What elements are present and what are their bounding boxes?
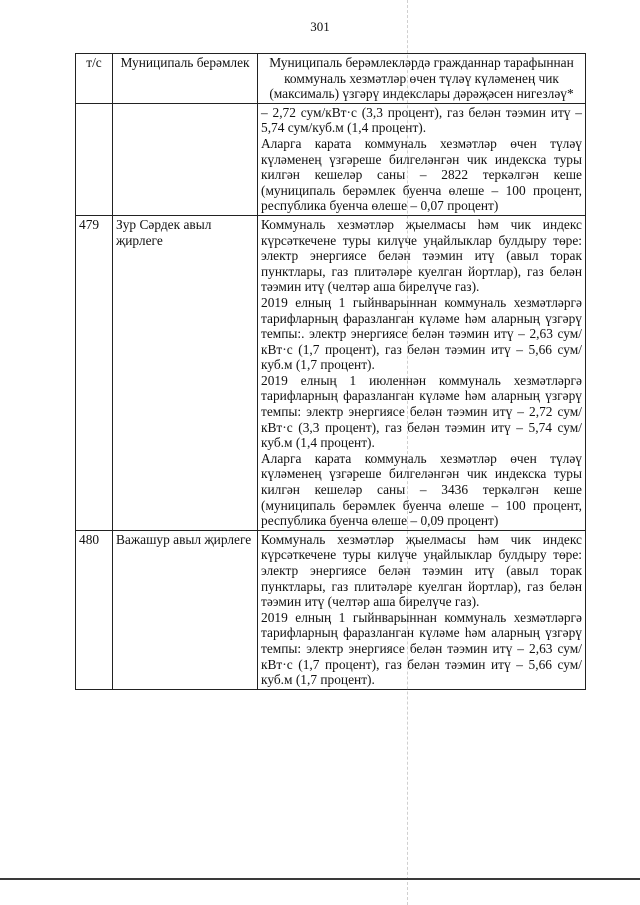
row-description xyxy=(258,215,586,530)
tariff-index-table xyxy=(75,53,586,690)
table-row xyxy=(76,215,586,530)
header-number: т/с xyxy=(76,54,113,104)
table-row xyxy=(76,103,586,215)
description-paragraph: Коммуналь хезмәтләр җыелмасы һәм чик индекс күрсәткечене туры килүче уңайлыклар булдыру төре: электр энергиясе белән тәэмин итү (авыл торак пунктлары, газ плитәләре куелган йортлар), газ белән тәэмин итү (челтәр аша бирелүче газ). xyxy=(261,216,582,295)
row-number: 480 xyxy=(76,530,113,689)
description-paragraph: Коммуналь хезмәтләр җыелмасы һәм чик индекс күрсәткечене туры килүче уңайлыклар булдыру төре: электр энергиясе белән тәэмин итү (авыл торак пунктлары, газ плитәләре куелган йортлар), газ белән тәэмин итү (челтәр аша бирелүче газ). xyxy=(261,531,582,610)
description-paragraph: Аларга карата коммуналь хезмәтләр өчен түләү күләменең үзгәреше билгеләнгән чик индекска туры килгән кешеләр саны – 3436 теркәлгән кеше (муниципаль берәмлек буенча өлеше – 100 процент, республика буенча өлеше – 0,09 процент) xyxy=(261,450,582,529)
row-description xyxy=(258,530,586,689)
header-description: Муниципаль берәмлекләрдә гражданнар тарафыннан коммуналь хезмәтләр өчен түләү күләменең чик (максималь) үзгәрү индекслары дәрәҗәсен нигезләү* xyxy=(258,54,586,104)
row-number xyxy=(76,103,113,215)
row-municipality: Важашур авыл җирлеге xyxy=(113,530,258,689)
page-number: 301 xyxy=(310,19,330,34)
table-row xyxy=(76,530,586,689)
row-description xyxy=(258,103,586,215)
row-municipality xyxy=(113,103,258,215)
description-paragraph: 2019 елның 1 гыйнварыннан коммуналь хезмәтләргә тарифларның фаразланган күләме һәм аларның үзгәрү темпы: электр энергиясе белән тәэмин итү – 2,63 сум/кВт·с (1,7 процент), газ белән тәэмин итү – 5,66 сум/куб.м (1,7 процент). xyxy=(261,609,582,688)
table-header-row xyxy=(76,54,586,104)
description-paragraph: 2019 елның 1 гыйнварыннан коммуналь хезмәтләргә тарифларның фаразланган күләме һәм аларның үзгәрү темпы:. электр энергиясе белән тәэмин итү – 2,63 сум/кВт·с (1,7 процент), газ белән тәэмин итү – 5,66 сум/куб.м (1,7 процент). xyxy=(261,294,582,373)
description-paragraph: Аларга карата коммуналь хезмәтләр өчен түләү күләменең үзгәреше билгеләнгән чик индекска туры килгән кешеләр саны – 2822 теркәлгән кеше (муниципаль берәмлек буенча өлеше – 100 процент, республика буенча өлеше – 0,07 процент) xyxy=(261,135,582,214)
header-municipality: Муниципаль берәмлек xyxy=(113,54,258,104)
scan-bottom-edge xyxy=(0,878,640,880)
description-paragraph: 2019 елның 1 июленнән коммуналь хезмәтләргә тарифларның фаразланган күләме һәм аларның үзгәрү темпы: электр энергиясе белән тәэмин итү – 2,72 сум/кВт·с (3,3 процент), газ белән тәэмин итү – 5,74 сум/куб.м (1,4 процент). xyxy=(261,372,582,451)
row-number: 479 xyxy=(76,215,113,530)
description-paragraph: – 2,72 сум/кВт·с (3,3 процент), газ белән тәэмин итү – 5,74 сум/куб.м (1,4 процент). xyxy=(261,104,582,136)
row-municipality: Зур Сәрдек авыл җирлеге xyxy=(113,215,258,530)
